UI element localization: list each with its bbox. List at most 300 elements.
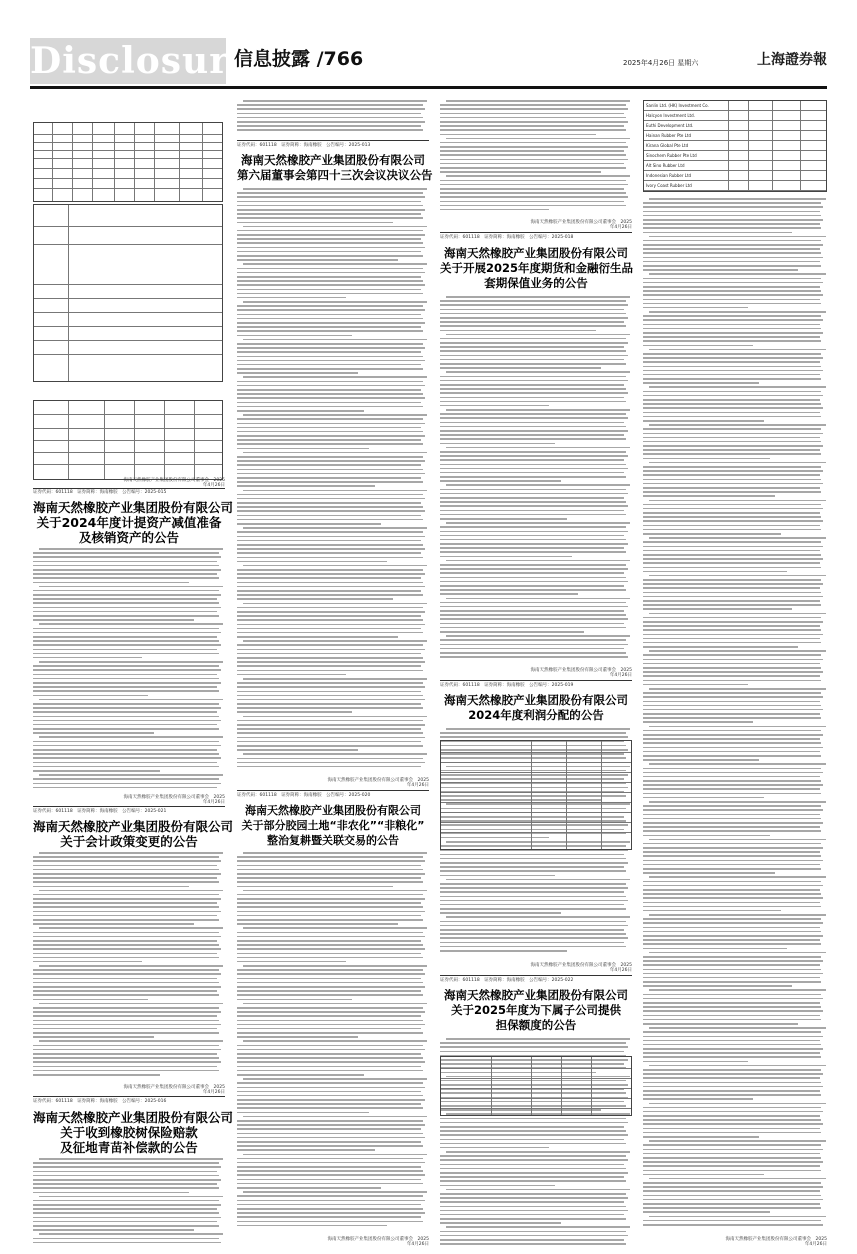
text-line: [643, 286, 820, 288]
text-line: [243, 301, 427, 303]
text-line: [440, 887, 628, 889]
text-line: [237, 335, 352, 337]
text-line: [237, 1020, 423, 1022]
text-line: [440, 388, 626, 390]
text-line: [237, 372, 358, 374]
text-line: [643, 370, 823, 372]
text-line: [237, 523, 381, 525]
text-line: [237, 113, 421, 115]
text-line: [649, 876, 826, 878]
text-line: [643, 1073, 823, 1075]
text-line: [643, 483, 823, 485]
text-line: [440, 568, 628, 570]
text-line: [643, 617, 821, 619]
text-line: [237, 1061, 425, 1063]
table-row: Sanlin Ltd. (HK) Investment Co.: [644, 101, 826, 111]
text-line: [237, 607, 423, 609]
text-line: [33, 657, 142, 659]
text-line: [643, 1023, 798, 1025]
text-line: [237, 636, 398, 638]
text-line: [440, 1122, 628, 1124]
text-line: [33, 940, 217, 942]
text-line: [237, 309, 425, 311]
text-line: [237, 305, 423, 307]
text-line: [643, 1044, 821, 1046]
text-line: [33, 690, 219, 692]
text-line: [237, 869, 423, 871]
text-line: [643, 1136, 759, 1138]
text-line: [643, 784, 823, 786]
table-row: Euthi Development Ltd.: [644, 121, 826, 131]
text-line: [643, 345, 753, 347]
text-line: [237, 1066, 421, 1068]
text-line: [643, 441, 821, 443]
text-line: [643, 562, 820, 564]
article-title: [33, 819, 234, 849]
text-line: [643, 646, 798, 648]
text-line: [33, 594, 221, 596]
text-line: [440, 468, 628, 470]
text-line: [237, 695, 423, 697]
text-line: [237, 448, 369, 450]
text-line: [643, 835, 770, 837]
text-line: [237, 510, 425, 512]
text-line: [643, 659, 823, 661]
title-line: 关于部分胶园土地“非农化”“非粮化”: [241, 819, 425, 832]
text-line: [643, 830, 821, 832]
text-line: [440, 346, 624, 348]
text-line: [237, 1045, 423, 1047]
text-line: [237, 1174, 425, 1176]
text-line: [440, 526, 626, 528]
text-line: [440, 1139, 624, 1141]
text-line: [237, 932, 423, 934]
text-line: [39, 699, 223, 701]
text-line: [446, 560, 630, 562]
text-line: [237, 1074, 364, 1076]
text-line: [237, 561, 387, 563]
table-row: Kirana Global Pte Ltd: [644, 141, 826, 151]
text-line: [643, 939, 820, 941]
text-line: [440, 854, 624, 856]
text-line: [237, 276, 421, 278]
text-line: [33, 1162, 219, 1164]
text-line: [643, 1077, 820, 1079]
text-line: [440, 129, 626, 131]
text-line: [243, 100, 427, 102]
text-line: [33, 1024, 221, 1026]
text-line: [643, 843, 821, 845]
article-body: [33, 852, 225, 1082]
text-line: [237, 1107, 423, 1109]
text-line: [237, 711, 352, 713]
text-line: [237, 707, 423, 709]
text-line: [237, 552, 421, 554]
text-line: [440, 1231, 626, 1233]
text-line: [237, 393, 423, 395]
text-line: [440, 896, 626, 898]
text-line: [440, 150, 624, 152]
text-line: [440, 417, 628, 419]
text-line: [237, 940, 421, 942]
text-line: [33, 1221, 217, 1223]
text-line: [440, 946, 626, 948]
text-line: [33, 1057, 219, 1059]
text-line: [643, 252, 821, 254]
text-line: [237, 590, 421, 592]
text-line: [440, 300, 626, 302]
text-line: [440, 434, 624, 436]
text-line: [33, 1208, 217, 1210]
text-line: [33, 978, 217, 980]
text-line: [237, 410, 364, 412]
article-title: [33, 500, 234, 545]
text-line: [643, 809, 823, 811]
text-line: [643, 705, 821, 707]
text-line: [243, 1154, 427, 1156]
text-line: [643, 1153, 820, 1155]
text-line: [446, 296, 630, 298]
text-line: [243, 188, 427, 190]
text-line: [440, 1214, 624, 1216]
text-line: [237, 1112, 369, 1114]
text-line: [237, 322, 425, 324]
text-line: [33, 1061, 221, 1063]
text-line: [39, 623, 223, 625]
text-line: [643, 265, 821, 267]
text-line: [237, 548, 425, 550]
text-line: [237, 594, 423, 596]
text-line: [33, 944, 219, 946]
table-row: Halcyon Investment Ltd.: [644, 111, 826, 121]
text-line: [33, 669, 221, 671]
text-line: [33, 615, 219, 617]
text-line: [33, 716, 219, 718]
text-line: [33, 753, 219, 755]
text-line: [237, 1028, 421, 1030]
text-line: [33, 1200, 219, 1202]
text-line: [440, 117, 626, 119]
text-line: [237, 540, 421, 542]
text-line: [643, 1190, 820, 1192]
signature: 海南天然橡胶产业集团股份有限公司董事会 2025年4月26日: [123, 795, 225, 806]
text-line: [440, 1197, 628, 1199]
text-line: [649, 1027, 826, 1029]
text-line: [440, 459, 624, 461]
text-line: [237, 1149, 375, 1151]
text-line: [440, 321, 624, 323]
text-line: [643, 969, 821, 971]
text-line: [237, 318, 423, 320]
text-line: [446, 1226, 630, 1228]
text-line: [33, 678, 219, 680]
text-line: [440, 572, 624, 574]
text-line: [237, 906, 423, 908]
text-line: [237, 881, 423, 883]
text-line: [33, 994, 219, 996]
text-line: [643, 487, 820, 489]
text-line: [237, 1133, 423, 1135]
text-line: [237, 284, 425, 286]
text-line: [649, 236, 826, 238]
text-line: [243, 965, 427, 967]
text-line: [237, 720, 423, 722]
text-line: [643, 889, 820, 891]
text-line: [33, 732, 154, 734]
signature: 海南天然橡胶产业集团股份有限公司董事会 2025年4月26日: [327, 778, 429, 789]
article-body: [440, 296, 632, 664]
text-line: [39, 890, 223, 892]
text-line: [237, 1137, 425, 1139]
text-line: [39, 736, 223, 738]
text-line: [643, 223, 820, 225]
text-line: [440, 146, 628, 148]
text-line: [440, 426, 626, 428]
dividend-table: [440, 740, 632, 850]
text-line: [33, 953, 217, 955]
text-line: [643, 1195, 821, 1197]
text-line: [643, 1069, 821, 1071]
text-line: [446, 334, 630, 336]
text-line: [643, 822, 823, 824]
text-line: [440, 900, 628, 902]
title-line: 海南天然橡胶产业集团股份有限公司: [241, 153, 425, 167]
text-line: [33, 569, 221, 571]
title-line: 海南天然橡胶产业集团股份有限公司: [33, 1110, 234, 1125]
text-line: [643, 261, 820, 263]
text-line: [440, 359, 624, 361]
text-line: [39, 1158, 223, 1160]
text-line: [243, 1040, 427, 1042]
text-line: [237, 1053, 421, 1055]
text-line: [440, 355, 628, 357]
text-line: [33, 865, 217, 867]
text-line: [237, 544, 423, 546]
text-line: [643, 328, 821, 330]
signature: 海南天然橡胶产业集团股份有限公司董事会 2025年4月26日: [530, 668, 632, 679]
text-line: [643, 546, 823, 548]
text-line: [237, 351, 421, 353]
title-line: 关于2024年度计提资产减值准备: [36, 515, 222, 530]
text-line: [643, 319, 823, 321]
text-line: [237, 515, 421, 517]
text-line: [643, 1182, 821, 1184]
text-line: [643, 1119, 821, 1121]
text-line: [237, 485, 375, 487]
text-line: [237, 1166, 421, 1168]
text-line: [643, 232, 792, 234]
text-line: [649, 801, 826, 803]
text-line: [237, 217, 423, 219]
text-line: [643, 692, 821, 694]
text-line: [440, 384, 624, 386]
text-line: [440, 188, 624, 190]
text-line: [39, 1003, 223, 1005]
text-line: [643, 851, 820, 853]
title-line: 关于收到橡胶树保险赔款: [60, 1125, 198, 1140]
text-line: [643, 445, 823, 447]
text-line: [440, 134, 596, 136]
text-line: [440, 937, 628, 939]
article-title: [440, 246, 632, 291]
text-line: [643, 416, 821, 418]
text-line: [643, 696, 823, 698]
title-line: 担保额度的公告: [495, 1018, 577, 1032]
text-line: [39, 661, 223, 663]
text-line: [643, 684, 748, 686]
text-line: [237, 1187, 381, 1189]
text-line: [643, 428, 821, 430]
text-line: [440, 514, 626, 516]
text-line: [440, 493, 628, 495]
text-line: [440, 350, 626, 352]
text-line: [237, 364, 421, 366]
text-line: [237, 1158, 423, 1160]
text-line: [33, 707, 221, 709]
text-line: [643, 818, 821, 820]
text-line: [237, 577, 421, 579]
text-line: [649, 914, 826, 916]
text-line: [643, 1144, 821, 1146]
text-line: [39, 1196, 223, 1198]
text-line: [237, 1103, 421, 1105]
text-line: [33, 1049, 221, 1051]
text-line: [643, 303, 821, 305]
article-title: [33, 1110, 234, 1155]
text-line: [440, 862, 628, 864]
text-line: [649, 537, 826, 539]
text-line: [237, 439, 421, 441]
text-line: [643, 793, 821, 795]
text-line: [33, 911, 221, 913]
title-line: 海南天然橡胶产业集团股份有限公司: [245, 804, 421, 817]
text-line: [39, 774, 223, 776]
text-line: [237, 1225, 387, 1227]
text-line: [33, 674, 217, 676]
text-line: [237, 573, 425, 575]
text-line: [440, 1193, 626, 1195]
text-line: [440, 497, 624, 499]
text-line: [440, 1210, 628, 1212]
text-line: [33, 948, 221, 950]
text-line: [237, 1070, 423, 1072]
text-line: [237, 343, 423, 345]
text-line: [440, 1147, 549, 1149]
text-line: [33, 898, 221, 900]
text-line: [39, 927, 223, 929]
text-line: [440, 1168, 626, 1170]
text-line: [33, 1204, 221, 1206]
text-line: [33, 1171, 217, 1173]
text-line: [440, 304, 628, 306]
text-line: [237, 519, 423, 521]
text-line: [446, 916, 630, 918]
text-line: [237, 957, 423, 959]
text-line: [237, 427, 421, 429]
text-line: [237, 611, 425, 613]
text-line: [237, 435, 425, 437]
text-line: [643, 701, 820, 703]
text-line: [643, 550, 820, 552]
text-line: [237, 389, 421, 391]
text-line: [237, 624, 425, 626]
text-line: [440, 1206, 626, 1208]
text-line: [237, 969, 423, 971]
text-line: [237, 986, 425, 988]
text-line: [237, 272, 425, 274]
text-line: [643, 1170, 821, 1172]
text-line: [237, 865, 421, 867]
text-line: [237, 1095, 423, 1097]
text-line: [33, 1225, 219, 1227]
text-line: [643, 642, 821, 644]
text-line: [643, 1082, 821, 1084]
text-line: [33, 649, 217, 651]
text-line: [243, 716, 427, 718]
article-divider: [33, 806, 225, 807]
text-line: [237, 873, 425, 875]
text-line: [237, 1212, 425, 1214]
text-line: [643, 1207, 821, 1209]
text-line: [237, 293, 423, 295]
text-line: [237, 356, 423, 358]
text-line: [643, 299, 820, 301]
text-line: [440, 113, 624, 115]
text-line: [643, 554, 821, 556]
signature: 海南天然橡胶产业集团股份有限公司董事会 2025年4月26日: [123, 1085, 225, 1096]
text-line: [446, 1151, 630, 1153]
text-line: [643, 420, 764, 422]
text-line: [446, 879, 630, 881]
text-line: [237, 230, 423, 232]
text-line: [643, 730, 821, 732]
text-line: [643, 797, 764, 799]
text-line: [440, 342, 628, 344]
text-line: [237, 481, 423, 483]
text-line: [440, 652, 626, 654]
text-line: [440, 1046, 628, 1048]
text-line: [33, 894, 219, 896]
text-line: [643, 579, 821, 581]
table-row: Ivory Coast Rubber Ltd: [644, 181, 826, 191]
article-body: [440, 100, 632, 216]
text-line: [33, 961, 142, 963]
text-line: [643, 721, 753, 723]
text-line: [440, 121, 628, 123]
text-line: [33, 783, 221, 785]
text-line: [33, 986, 221, 988]
text-line: [237, 1007, 423, 1009]
title-line: 关于2025年度为下属子公司提供: [450, 1003, 621, 1017]
text-line: [440, 510, 624, 512]
text-line: [440, 430, 628, 432]
article-meta: 证券代码：601118 证券简称：海南橡胶 公告编号：2025-013: [237, 143, 371, 148]
asset-table-2: [33, 204, 223, 382]
text-line: [237, 919, 423, 921]
text-line: [237, 1124, 425, 1126]
text-line: [440, 875, 555, 877]
text-line: [33, 703, 219, 705]
text-line: [440, 196, 628, 198]
text-line: [643, 533, 781, 535]
text-line: [237, 222, 393, 224]
text-line: [446, 1038, 630, 1040]
text-line: [643, 814, 820, 816]
text-line: [33, 990, 217, 992]
text-line: [243, 376, 427, 378]
text-line: [649, 1065, 826, 1067]
text-line: [237, 1170, 423, 1172]
